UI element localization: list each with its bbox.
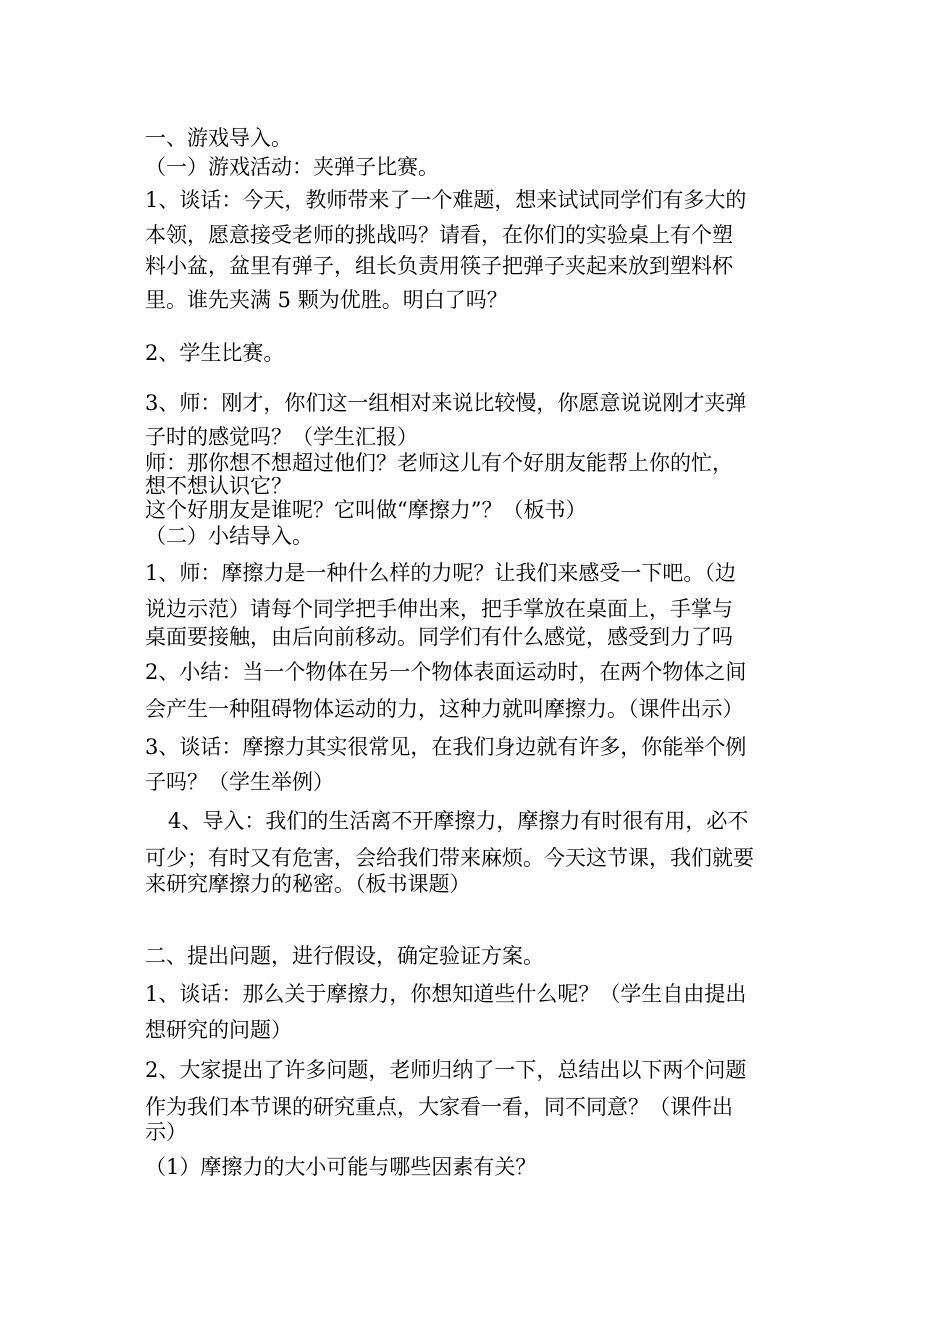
text-line: 说边示范）请每个同学把手伸出来，把手掌放在桌面上，手掌与: [145, 597, 733, 621]
text-line: 2、小结：当一个物体在另一个物体表面运动时，在两个物体之间: [145, 660, 747, 684]
text-line: 1、谈话：那么关于摩擦力，你想知道些什么呢？（学生自由提出: [145, 982, 747, 1006]
question-item-1: （1）摩擦力的大小可能与哪些因素有关？: [145, 1155, 537, 1179]
text-line: 料小盆，盆里有弹子，组长负责用筷子把弹子夹起来放到塑料杯: [145, 254, 733, 278]
text-line: 想研究的问题）: [145, 1018, 292, 1042]
text-line: 可少；有时又有危害，会给我们带来麻烦。今天这节课，我们就要: [145, 846, 754, 870]
text-line: 本领，愿意接受老师的挑战吗？请看，在你们的实验桌上有个塑: [145, 223, 733, 247]
text-line: 2、大家提出了许多问题，老师归纳了一下，总结出以下两个问题: [145, 1058, 747, 1082]
text-line: 来研究摩擦力的秘密。（板书课题）: [145, 872, 471, 896]
text-line: 1、师：摩擦力是一种什么样的力呢？让我们来感受一下吧。（边: [145, 561, 736, 585]
text-line: 师：那你想不想超过他们？老师这儿有个好朋友能帮上你的忙，: [145, 451, 733, 475]
text-line: 1、谈话：今天，教师带来了一个难题，想来试试同学们有多大的: [145, 188, 747, 212]
text-line: 3、师：刚才，你们这一组相对来说比较慢，你愿意说说刚才夹弹: [145, 391, 747, 415]
subheading-game-activity: （一）游戏活动：夹弹子比赛。: [145, 155, 439, 179]
text-line: 作为我们本节课的研究重点，大家看一看，同不同意？（课件出: [145, 1095, 733, 1119]
heading-section-1: 一、游戏导入。: [145, 126, 292, 150]
text-line: 想不想认识它？: [145, 474, 292, 498]
text-line: 桌面要接触，由后向前移动。同学们有什么感觉，感受到力了吗: [145, 625, 733, 649]
text-line: 3、谈话：摩擦力其实很常见，在我们身边就有许多，你能举个例: [145, 735, 747, 759]
text-line: 4、导入：我们的生活离不开摩擦力，摩擦力有时很有用，必不: [168, 809, 749, 833]
text-line: 里。谁先夹满 5 颗为优胜。明白了吗？: [145, 288, 508, 312]
subheading-summary-intro: （二）小结导入。: [145, 524, 313, 548]
text-line: 子时的感觉吗？（学生汇报）: [145, 425, 418, 449]
text-line: 这个好朋友是谁呢？它叫做“摩擦力”？（板书）: [145, 498, 587, 522]
text-line: 子吗？（学生举例）: [145, 770, 334, 794]
text-line: 2、学生比赛。: [145, 341, 285, 365]
heading-section-2: 二、提出问题，进行假设，确定验证方案。: [145, 944, 544, 968]
text-line: 示）: [145, 1120, 187, 1144]
text-line: 会产生一种阻碍物体运动的力，这种力就叫摩擦力。（课件出示）: [145, 697, 744, 721]
